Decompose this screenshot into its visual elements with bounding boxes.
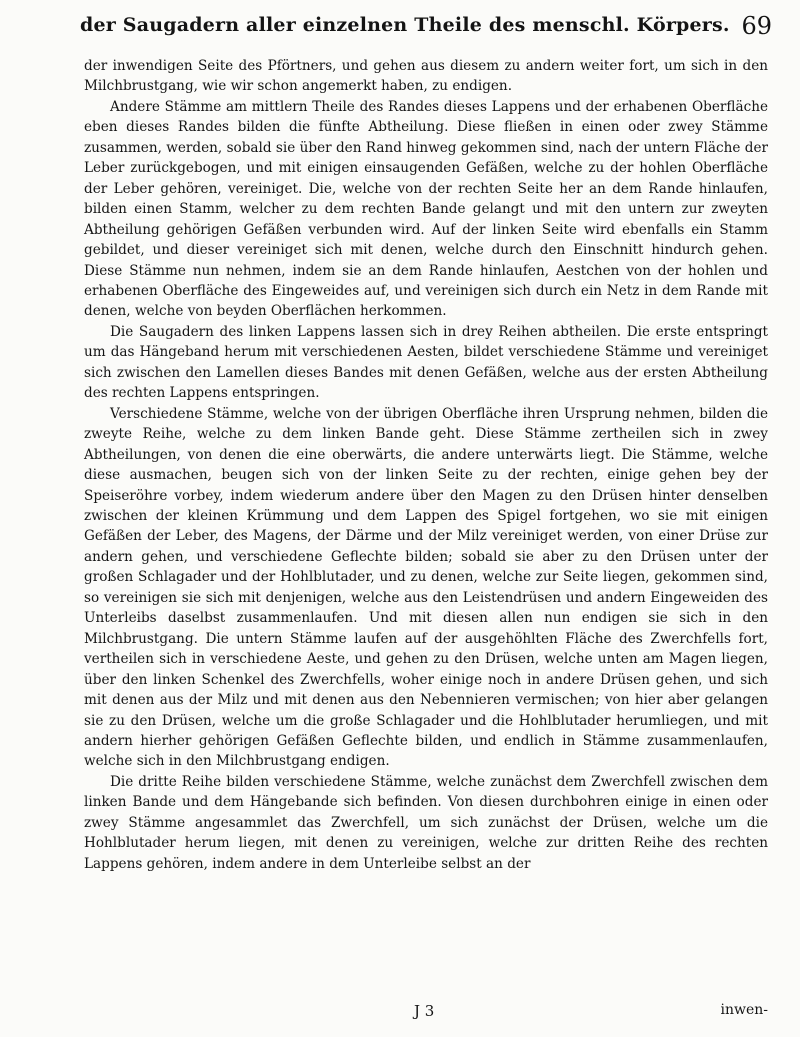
- paragraph: der inwendigen Seite des Pförtners, und gehen aus diesem zu andern weiter fort, um sich in den Milchbrustgang, wie wir schon angemerkt haben, zu endigen.: [84, 58, 768, 95]
- catchword: inwen-: [720, 1002, 768, 1018]
- body-text: [84, 56, 768, 874]
- signature-mark: J 3: [414, 1002, 435, 1020]
- page-footer: [84, 1002, 768, 1028]
- running-header: [80, 14, 780, 44]
- page-number: 69: [741, 12, 772, 40]
- paragraph: Verschiedene Stämme, welche von der übrigen Oberfläche ihren Ursprung nehmen, bilden die zweyte Reihe, welche zu dem linken Bande geht. Diese Stämme zertheilen sich in zwey Abtheilungen, von denen die eine oberwärts, die andere unterwärts liegt. Die Stämme, welche diese ausmachen, beugen sich von der linken Seite zu der rechten, einige gehen bey der Speiseröhre vorbey, indem wiederum andere über den Magen zu den Drüsen hinter denselben zwischen der kleinen Krümmung und dem Lappen des Spigel fortgehen, wo sie mit einigen Gefäßen der Leber, des Magens, der Därme und der Milz vereiniget werden, von einer Drüse zur andern gehen, und verschiedene Geflechte bilden; sobald sie aber zu den Drüsen unter der großen Schlagader und der Hohlblutader, und zu denen, welche zur Seite liegen, gekommen sind, so vereinigen sie sich mit denjenigen, welche aus den Leistendrüsen und andern Eingeweiden des Unterleibs daselbst zusammenlaufen. Und mit diesen allen nun endigen sie sich in den Milchbrustgang. Die untern Stämme laufen auf der ausgehöhlten Fläche des Zwerchfells fort, vertheilen sich in verschiedene Aeste, und gehen zu den Drüsen, welche unten am Magen liegen, über den linken Schenkel des Zwerchfells, woher einige noch in andere Drüsen gehen, und sich mit denen aus der Milz und mit denen aus den Nebennieren vermischen; von hier aber gelangen sie zu den Drüsen, welche um die große Schlagader und die Hohlblutader herumliegen, und mit andern hierher gehörigen Gefäßen Geflechte bilden, und endlich in Stämme zusammenlaufen, welche sich in den Milchbrustgang endigen.: [84, 405, 768, 770]
- paragraph: Die dritte Reihe bilden verschiedene Stämme, welche zunächst dem Zwerchfell zwischen dem linken Bande und dem Hängebande sich befinden. Von diesen durchbohren einige in einen oder zwey Stämme angesammlet das Zwerchfell, um sich zunächst der Drüsen, welche um die Hohlblutader herum liegen, mit denen zu vereinigen, welche zur dritten Reihe des rechten Lappens gehören, indem andere in dem Unterleibe selbst an der: [84, 773, 768, 872]
- paragraph: Andere Stämme am mittlern Theile des Randes dieses Lappens und der erhabenen Oberfläche eben dieses Randes bilden die fünfte Abtheilung. Diese fließen in einen oder zwey Stämme zusammen, werden, sobald sie über den Rand hinweg gekommen sind, nach der untern Fläche der Leber zurückgebogen, und mit einigen einsaugenden Gefäßen, welche zu der hohlen Oberfläche der Leber gehören, vereiniget. Die, welche von der rechten Seite her an dem Rande hinlaufen, bilden einen Stamm, welcher zu dem rechten Bande gelangt und mit den untern zur zweyten Abtheilung gehörigen Gefäßen verbunden wird. Auf der linken Seite wird ebenfalls ein Stamm gebildet, und dieser vereiniget sich mit denen, welche durch den Einschnitt hindurch gehen. Diese Stämme nun nehmen, indem sie an dem Rande hinlaufen, Aestchen von der hohlen und erhabenen Oberfläche des Eingeweides auf, und vereinigen sich durch ein Netz in dem Rande mit denen, welche von beyden Oberflächen herkommen.: [84, 98, 768, 320]
- running-title: der Saugadern aller einzelnen Theile des menschl. Körpers.: [80, 14, 730, 36]
- paragraph: Die Saugadern des linken Lappens lassen sich in drey Reihen abtheilen. Die erste entspringt um das Hängeband herum mit verschiedenen Aesten, bildet verschiedene Stämme und vereiniget sich zwischen den Lamellen dieses Bandes mit denen Gefäßen, welche aus der ersten Abtheilung des rechten Lappens entspringen.: [84, 323, 768, 402]
